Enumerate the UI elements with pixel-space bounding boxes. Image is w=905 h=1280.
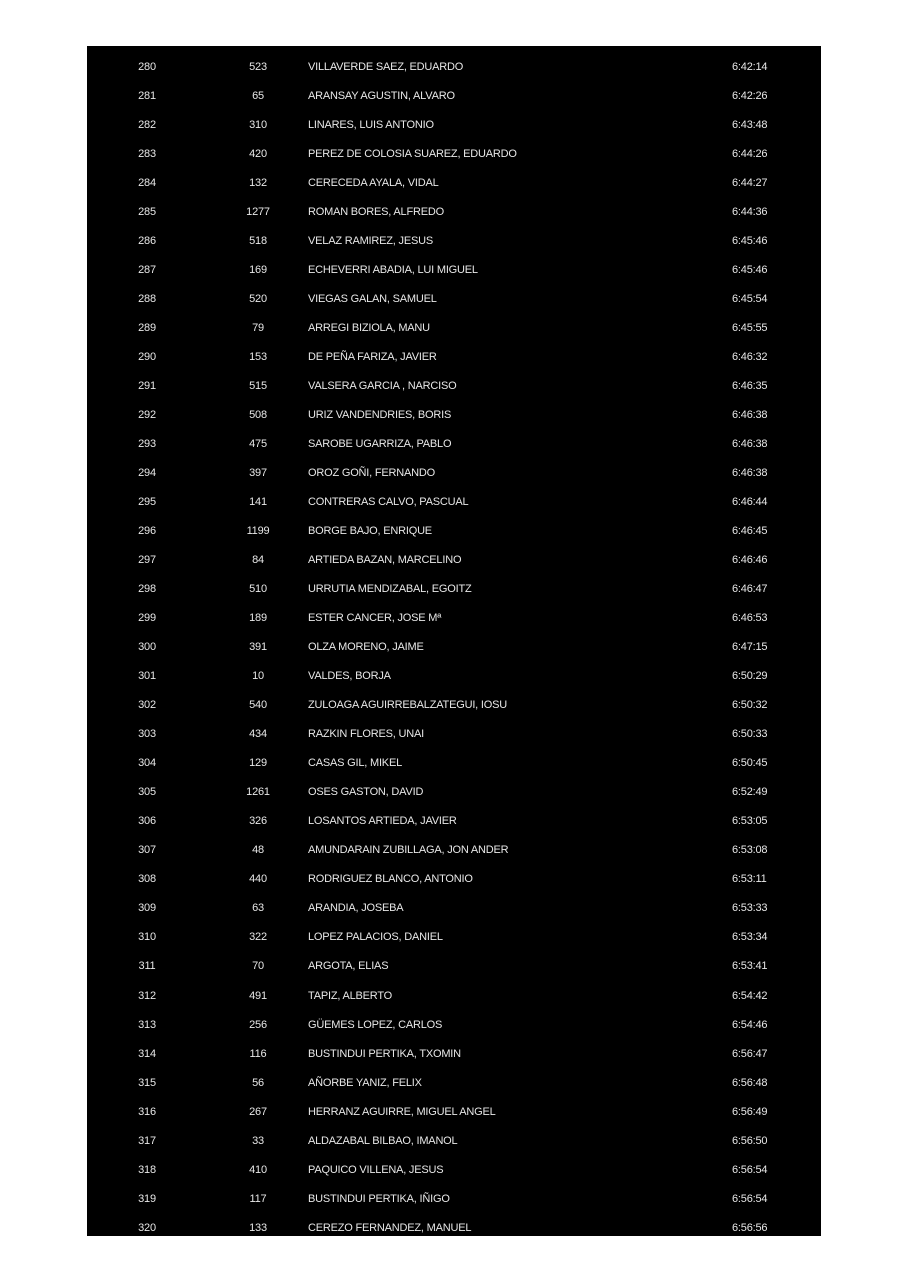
runner-name-cell: TAPIZ, ALBERTO [308,989,393,1002]
runner-name-cell: ECHEVERRI ABADIA, LUI MIGUEL [308,264,478,277]
finish-time-cell: 6:46:32 [732,351,768,364]
table-row [87,517,821,546]
finish-time-cell: 6:45:55 [732,322,768,335]
position-cell: 306 [138,815,156,828]
runner-name-cell: CEREZO FERNANDEZ, MANUEL [308,1221,472,1234]
bib-number-cell: 267 [249,1105,267,1118]
finish-time-cell: 6:46:46 [732,554,768,567]
position-cell: 304 [138,757,156,770]
finish-time-cell: 6:46:45 [732,525,768,538]
finish-time-cell: 6:47:15 [732,641,768,654]
runner-name-cell: AMUNDARAIN ZUBILLAGA, JON ANDER [308,844,509,857]
finish-time-cell: 6:56:54 [732,1163,768,1176]
table-row [87,1098,821,1127]
position-cell: 302 [138,699,156,712]
runner-name-cell: OSES GASTON, DAVID [308,786,424,799]
bib-number-cell: 141 [249,496,267,509]
table-row [87,749,821,778]
finish-time-cell: 6:56:49 [732,1105,768,1118]
position-cell: 280 [138,61,156,73]
bib-number-cell: 410 [249,1163,267,1176]
position-cell: 284 [138,177,156,190]
position-cell: 314 [138,1047,156,1060]
position-cell: 296 [138,525,156,538]
runner-name-cell: BUSTINDUI PERTIKA, IÑIGO [308,1192,450,1205]
table-row [87,1011,821,1040]
table-row [87,372,821,401]
finish-time-cell: 6:46:47 [732,583,768,596]
bib-number-cell: 79 [252,322,264,335]
runner-name-cell: URIZ VANDENDRIES, BORIS [308,409,452,422]
runner-name-cell: ZULOAGA AGUIRREBALZATEGUI, IOSU [308,699,507,712]
runner-name-cell: ESTER CANCER, JOSE Mª [308,612,442,625]
position-cell: 285 [138,206,156,219]
table-row [87,169,821,198]
finish-time-cell: 6:46:53 [732,612,768,625]
runner-name-cell: CASAS GIL, MIKEL [308,757,403,770]
runner-name-cell: ALDAZABAL BILBAO, IMANOL [308,1134,458,1147]
position-cell: 310 [138,931,156,944]
runner-name-cell: URRUTIA MENDIZABAL, EGOITZ [308,583,472,596]
table-row [87,198,821,227]
table-row [87,952,821,981]
finish-time-cell: 6:53:33 [732,902,768,915]
runner-name-cell: LOSANTOS ARTIEDA, JAVIER [308,815,457,828]
finish-time-cell: 6:46:38 [732,438,768,451]
position-cell: 283 [138,148,156,161]
finish-time-cell: 6:53:34 [732,931,768,944]
runner-name-cell: ARREGI BIZIOLA, MANU [308,322,430,335]
table-row [87,401,821,430]
bib-number-cell: 48 [252,844,264,857]
finish-time-cell: 6:52:49 [732,786,768,799]
table-row [87,691,821,720]
table-row [87,836,821,865]
bib-number-cell: 56 [252,1076,264,1089]
position-cell: 308 [138,873,156,886]
finish-time-cell: 6:46:38 [732,467,768,480]
finish-time-cell: 6:54:42 [732,989,768,1002]
table-row [87,865,821,894]
bib-number-cell: 434 [249,728,267,741]
runner-name-cell: OLZA MORENO, JAIME [308,641,424,654]
runner-name-cell: CERECEDA AYALA, VIDAL [308,177,439,190]
position-cell: 286 [138,235,156,248]
bib-number-cell: 523 [249,61,267,73]
bib-number-cell: 310 [249,119,267,132]
finish-time-cell: 6:43:48 [732,119,768,132]
position-cell: 320 [138,1221,156,1234]
runner-name-cell: ARANDIA, JOSEBA [308,902,404,915]
runner-name-cell: CONTRERAS CALVO, PASCUAL [308,496,469,509]
results-table [87,46,821,1236]
position-cell: 297 [138,554,156,567]
runner-name-cell: VIEGAS GALAN, SAMUEL [308,293,437,306]
runner-name-cell: BORGE BAJO, ENRIQUE [308,525,432,538]
finish-time-cell: 6:45:54 [732,293,768,306]
runner-name-cell: RODRIGUEZ BLANCO, ANTONIO [308,873,473,886]
bib-number-cell: 133 [249,1221,267,1234]
position-cell: 295 [138,496,156,509]
table-row [87,982,821,1011]
finish-time-cell: 6:42:14 [732,61,768,73]
bib-number-cell: 117 [249,1192,267,1205]
finish-time-cell: 6:53:41 [732,960,768,973]
bib-number-cell: 326 [249,815,267,828]
table-row [87,1156,821,1185]
finish-time-cell: 6:44:36 [732,206,768,219]
bib-number-cell: 397 [249,467,267,480]
table-row [87,604,821,633]
table-row [87,314,821,343]
table-row [87,285,821,314]
bib-number-cell: 440 [249,873,267,886]
bib-number-cell: 63 [252,902,264,915]
finish-time-cell: 6:44:27 [732,177,768,190]
finish-time-cell: 6:46:44 [732,496,768,509]
table-row [87,111,821,140]
bib-number-cell: 475 [249,438,267,451]
position-cell: 317 [138,1134,156,1147]
runner-name-cell: GÜEMES LOPEZ, CARLOS [308,1018,443,1031]
bib-number-cell: 491 [249,989,267,1002]
position-cell: 290 [138,351,156,364]
position-cell: 303 [138,728,156,741]
runner-name-cell: VALSERA GARCIA , NARCISO [308,380,457,393]
position-cell: 294 [138,467,156,480]
table-row [87,546,821,575]
table-row [87,923,821,952]
position-cell: 319 [138,1192,156,1205]
position-cell: 282 [138,119,156,132]
bib-number-cell: 391 [249,641,267,654]
position-cell: 318 [138,1163,156,1176]
position-cell: 313 [138,1018,156,1031]
finish-time-cell: 6:56:54 [732,1192,768,1205]
position-cell: 289 [138,322,156,335]
runner-name-cell: PAQUICO VILLENA, JESUS [308,1163,444,1176]
runner-name-cell: SAROBE UGARRIZA, PABLO [308,438,452,451]
table-row [87,488,821,517]
bib-number-cell: 169 [249,264,267,277]
table-row [87,1214,821,1236]
table-row [87,633,821,662]
table-row [87,662,821,691]
bib-number-cell: 84 [252,554,264,567]
finish-time-cell: 6:50:29 [732,670,768,683]
bib-number-cell: 116 [249,1047,267,1060]
position-cell: 309 [138,902,156,915]
results-rows [87,53,821,1236]
runner-name-cell: OROZ GOÑI, FERNANDO [308,467,435,480]
bib-number-cell: 153 [249,351,267,364]
runner-name-cell: ARANSAY AGUSTIN, ALVARO [308,90,455,103]
bib-number-cell: 70 [252,960,264,973]
position-cell: 288 [138,293,156,306]
bib-number-cell: 33 [252,1134,264,1147]
bib-number-cell: 129 [249,757,267,770]
runner-name-cell: VILLAVERDE SAEZ, EDUARDO [308,61,464,73]
table-row [87,894,821,923]
finish-time-cell: 6:56:48 [732,1076,768,1089]
finish-time-cell: 6:56:50 [732,1134,768,1147]
position-cell: 305 [138,786,156,799]
bib-number-cell: 322 [249,931,267,944]
finish-time-cell: 6:46:38 [732,409,768,422]
finish-time-cell: 6:56:47 [732,1047,768,1060]
table-row [87,1127,821,1156]
table-row [87,575,821,604]
position-cell: 291 [138,380,156,393]
position-cell: 299 [138,612,156,625]
table-row [87,1069,821,1098]
runner-name-cell: PEREZ DE COLOSIA SUAREZ, EDUARDO [308,148,517,161]
table-row [87,140,821,169]
bib-number-cell: 65 [252,90,264,103]
finish-time-cell: 6:53:11 [732,873,767,886]
position-cell: 292 [138,409,156,422]
bib-number-cell: 510 [249,583,267,596]
bib-number-cell: 132 [249,177,267,190]
table-row [87,256,821,285]
table-row [87,82,821,111]
table-row [87,459,821,488]
finish-time-cell: 6:46:35 [732,380,768,393]
position-cell: 315 [138,1076,156,1089]
table-row [87,430,821,459]
position-cell: 307 [138,844,156,857]
bib-number-cell: 10 [252,670,264,683]
runner-name-cell: ARGOTA, ELIAS [308,960,389,973]
runner-name-cell: RAZKIN FLORES, UNAI [308,728,424,741]
table-row [87,343,821,372]
bib-number-cell: 515 [249,380,267,393]
runner-name-cell: ARTIEDA BAZAN, MARCELINO [308,554,462,567]
table-row [87,1040,821,1069]
finish-time-cell: 6:50:33 [732,728,768,741]
finish-time-cell: 6:50:32 [732,699,768,712]
runner-name-cell: LINARES, LUIS ANTONIO [308,119,434,132]
table-row [87,720,821,749]
bib-number-cell: 420 [249,148,267,161]
position-cell: 300 [138,641,156,654]
runner-name-cell: AÑORBE YANIZ, FELIX [308,1076,422,1089]
finish-time-cell: 6:45:46 [732,235,768,248]
position-cell: 287 [138,264,156,277]
bib-number-cell: 520 [249,293,267,306]
bib-number-cell: 1261 [246,786,270,799]
runner-name-cell: VELAZ RAMIREZ, JESUS [308,235,433,248]
runner-name-cell: HERRANZ AGUIRRE, MIGUEL ANGEL [308,1105,496,1118]
position-cell: 312 [138,989,156,1002]
table-row [87,807,821,836]
finish-time-cell: 6:44:26 [732,148,768,161]
runner-name-cell: LOPEZ PALACIOS, DANIEL [308,931,443,944]
runner-name-cell: BUSTINDUI PERTIKA, TXOMIN [308,1047,461,1060]
position-cell: 311 [138,960,156,973]
bib-number-cell: 1199 [246,525,270,538]
position-cell: 301 [138,670,156,683]
table-row [87,53,821,82]
bib-number-cell: 256 [249,1018,267,1031]
runner-name-cell: VALDES, BORJA [308,670,391,683]
bib-number-cell: 508 [249,409,267,422]
bib-number-cell: 518 [249,235,267,248]
position-cell: 293 [138,438,156,451]
table-row [87,227,821,256]
position-cell: 298 [138,583,156,596]
runner-name-cell: ROMAN BORES, ALFREDO [308,206,444,219]
bib-number-cell: 540 [249,699,267,712]
finish-time-cell: 6:56:56 [732,1221,768,1234]
runner-name-cell: DE PEÑA FARIZA, JAVIER [308,351,437,364]
finish-time-cell: 6:42:26 [732,90,768,103]
table-row [87,1185,821,1214]
position-cell: 316 [138,1105,156,1118]
finish-time-cell: 6:50:45 [732,757,768,770]
bib-number-cell: 1277 [246,206,270,219]
finish-time-cell: 6:45:46 [732,264,768,277]
finish-time-cell: 6:53:05 [732,815,768,828]
finish-time-cell: 6:53:08 [732,844,768,857]
finish-time-cell: 6:54:46 [732,1018,768,1031]
table-row [87,778,821,807]
bib-number-cell: 189 [249,612,267,625]
position-cell: 281 [138,90,156,103]
